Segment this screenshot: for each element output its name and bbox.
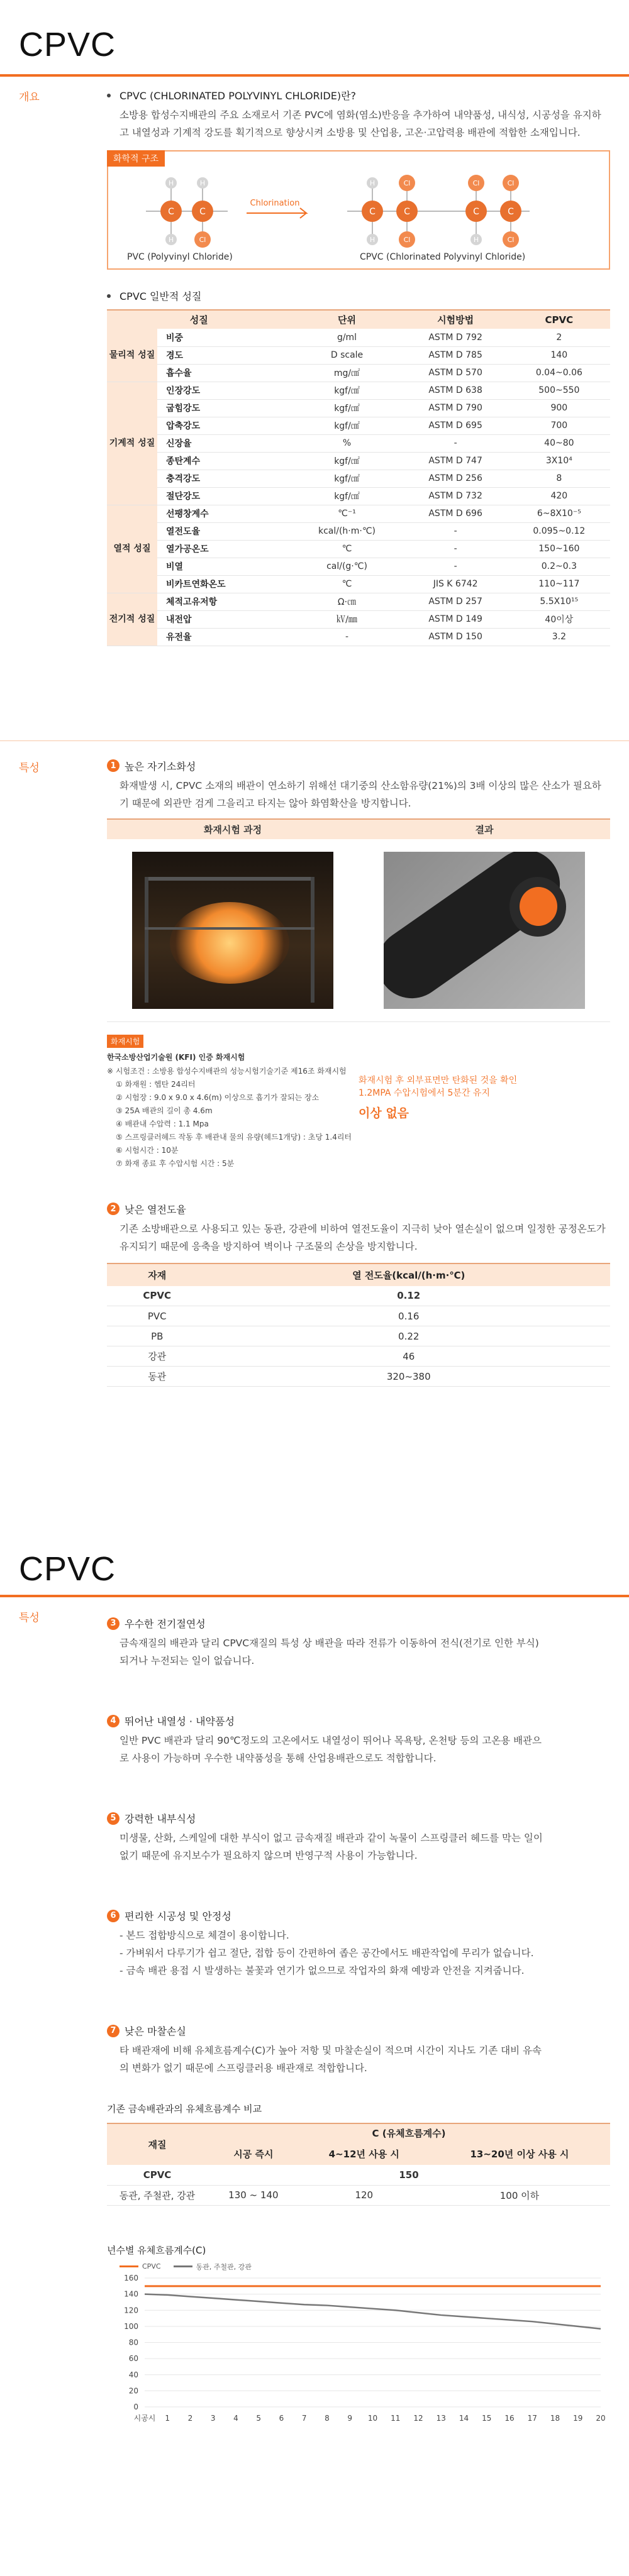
table-cell: ASTM D 790 bbox=[403, 399, 508, 417]
feature-2-text: 기존 소방배관으로 사용되고 있는 동관, 강관에 비하여 열전도율이 지극히 낮아 열손실이 없으며 일정한 공정온도가 유지되기 때문에 응축을 방지하여 벽이나 구조물의 손상을 방지합니다. bbox=[120, 1223, 606, 1252]
x-tick-label: 9 bbox=[347, 2413, 353, 2423]
table-row bbox=[107, 329, 610, 346]
table-cell: PB bbox=[107, 1326, 207, 1346]
fire-test-table bbox=[107, 818, 610, 1022]
svg-text:C: C bbox=[404, 207, 410, 217]
feature-text-line: 타 배관재에 비해 유체흐름계수(C)가 높아 저항 및 마찰손실이 적으며 시간이 지나도 기존 대비 유속 bbox=[120, 2045, 542, 2056]
table-row bbox=[107, 1326, 610, 1346]
fire-col-result: 결과 bbox=[359, 819, 610, 839]
page-2 bbox=[0, 1524, 629, 2431]
table-cell: 100 이하 bbox=[429, 2185, 610, 2205]
legend-metal: 동관, 주철관, 강관 bbox=[196, 2262, 252, 2271]
table-cell: 5.5X10¹⁵ bbox=[508, 593, 610, 610]
table-cell: D scale bbox=[291, 346, 403, 364]
table-cell: kgf/㎠ bbox=[291, 382, 403, 399]
flow-col-material: 재질 bbox=[107, 2123, 208, 2165]
x-tick-label: 시공시 bbox=[133, 2413, 156, 2423]
number-badge: 2 bbox=[107, 1203, 120, 1215]
feature-item bbox=[107, 1714, 610, 1767]
chart-title: 년수별 유체흐름계수(C) bbox=[107, 2244, 206, 2256]
legend-swatch-cpvc bbox=[120, 2265, 138, 2267]
props-col-0: 성질 bbox=[107, 310, 291, 329]
table-cell: 40이상 bbox=[508, 610, 610, 628]
y-tick-label: 40 bbox=[128, 2370, 138, 2379]
svg-text:H: H bbox=[473, 236, 479, 244]
feature-item bbox=[107, 1811, 610, 1864]
y-tick-label: 120 bbox=[124, 2305, 138, 2315]
feature-text-line: 일반 PVC 배관과 달리 90℃정도의 고온에서도 내열성이 뛰어나 목욕탕, 온천탕 등의 고온용 배관으 bbox=[120, 1735, 542, 1746]
table-cell: ASTM D 747 bbox=[403, 452, 508, 470]
table-row bbox=[107, 470, 610, 487]
x-tick-label: 15 bbox=[482, 2413, 492, 2423]
x-tick-label: 1 bbox=[165, 2413, 170, 2423]
series-line-metal bbox=[145, 2294, 601, 2328]
chemical-structure-diagram bbox=[108, 151, 618, 268]
property-group: 전기적 성질 bbox=[107, 593, 157, 646]
table-cell: 경도 bbox=[157, 346, 291, 364]
table-cell: 40~80 bbox=[508, 434, 610, 452]
svg-text:Chlorination: Chlorination bbox=[250, 199, 300, 208]
feature-heading: 낮은 마찰손실 bbox=[125, 2025, 186, 2037]
cond-col-value: 열 전도율(kcal/(h·m·℃) bbox=[207, 1263, 610, 1286]
table-row bbox=[107, 540, 610, 558]
bullet-icon bbox=[107, 94, 111, 97]
features-label: 특성 bbox=[19, 761, 40, 774]
feature-text-line: - 본드 접합방식으로 체결이 용이합니다. bbox=[120, 1930, 289, 1941]
table-cell: 동관 bbox=[107, 1367, 207, 1387]
number-badge: 3 bbox=[107, 1617, 120, 1630]
property-group: 물리적 성질 bbox=[107, 329, 157, 382]
table-cell: kcal/(h·m·℃) bbox=[291, 522, 403, 540]
flow-col-c: C (유체흐름계수) bbox=[208, 2123, 610, 2142]
fire-col-process: 화재시험 과정 bbox=[107, 819, 359, 839]
feature-text-line: 의 변화가 없기 때문에 스프링클러용 배관재로 적합합니다. bbox=[120, 2062, 367, 2074]
svg-text:H: H bbox=[168, 179, 174, 187]
fire-result-big: 이상 없음 bbox=[359, 1106, 409, 1120]
x-tick-label: 17 bbox=[527, 2413, 537, 2423]
table-row bbox=[107, 1286, 610, 1306]
feature-1-heading: 높은 자기소화성 bbox=[125, 760, 196, 773]
fire-result-line-2: 1.2MPA 수압시험에서 5분간 유지 bbox=[359, 1087, 490, 1098]
x-tick-label: 7 bbox=[301, 2413, 307, 2423]
table-cell: 150~160 bbox=[508, 540, 610, 558]
overview-heading: CPVC (CHLORINATED POLYVINYL CHLORIDE)란? bbox=[120, 90, 357, 102]
table-cell: kgf/㎠ bbox=[291, 399, 403, 417]
chart-legend bbox=[120, 2262, 610, 2272]
table-row bbox=[107, 364, 610, 382]
feature-heading: 뛰어난 내열성 · 내약품성 bbox=[125, 1715, 235, 1727]
table-cell: ℃⁻¹ bbox=[291, 505, 403, 522]
fire-result-line-1: 화재시험 후 외부표면만 탄화된 것을 확인 bbox=[359, 1075, 518, 1086]
table-cell: ASTM D 257 bbox=[403, 593, 508, 610]
table-cell: - bbox=[291, 628, 403, 646]
flow-coefficient-table bbox=[107, 2123, 610, 2206]
svg-text:C: C bbox=[199, 207, 206, 217]
legend-swatch-metal bbox=[174, 2265, 192, 2267]
x-tick-label: 20 bbox=[596, 2413, 606, 2423]
table-cell: 120 bbox=[299, 2185, 429, 2205]
svg-text:H: H bbox=[369, 179, 376, 187]
props-col-2: 시험방법 bbox=[403, 310, 508, 329]
table-cell: 0.22 bbox=[207, 1326, 610, 1346]
feature-item bbox=[107, 2023, 610, 2077]
table-cell: 열전도율 bbox=[157, 522, 291, 540]
table-cell: 110~117 bbox=[508, 575, 610, 593]
flow-sub-0: 시공 즉시 bbox=[208, 2142, 299, 2165]
fire-test-note: ① 화재원 : 헵탄 24리터 bbox=[116, 1079, 196, 1089]
cond-col-material: 자재 bbox=[107, 1263, 207, 1286]
table-cell: 6~8X10⁻⁵ bbox=[508, 505, 610, 522]
svg-text:H: H bbox=[199, 179, 206, 187]
table-cell: ASTM D 638 bbox=[403, 382, 508, 399]
table-cell: ASTM D 732 bbox=[403, 487, 508, 505]
table-cell: ASTM D 792 bbox=[403, 329, 508, 346]
flow-table-title: 기존 금속배관과의 유체흐름계수 비교 bbox=[107, 2103, 262, 2115]
x-tick-label: 5 bbox=[256, 2413, 262, 2423]
svg-text:Cl: Cl bbox=[199, 236, 206, 244]
table-cell: 인장강도 bbox=[157, 382, 291, 399]
table-row bbox=[107, 417, 610, 434]
table-cell: 열가공온도 bbox=[157, 540, 291, 558]
table-row bbox=[107, 346, 610, 364]
table-cell: 선팽창계수 bbox=[157, 505, 291, 522]
table-cell: 유전율 bbox=[157, 628, 291, 646]
pvc-caption: PVC (Polyvinyl Chloride) bbox=[127, 252, 233, 262]
table-cell: 46 bbox=[207, 1346, 610, 1367]
svg-text:C: C bbox=[168, 207, 174, 217]
fire-test-note: ④ 배관내 수압력 : 1.1 Mpa bbox=[116, 1119, 209, 1128]
table-cell: 압축강도 bbox=[157, 417, 291, 434]
y-tick-label: 140 bbox=[124, 2289, 138, 2299]
fire-test-photo bbox=[132, 852, 333, 1009]
table-cell: 0.2~0.3 bbox=[508, 558, 610, 575]
feature-text-line: 로 사용이 가능하며 우수한 내약품성을 통해 산업용배관으로도 적합합니다. bbox=[120, 1753, 437, 1764]
table-cell: 내전압 bbox=[157, 610, 291, 628]
svg-text:C: C bbox=[473, 207, 479, 217]
feature-text-line: 금속재질의 배관과 달리 CPVC재질의 특성 상 배관을 따라 전류가 이동하여 전식(전기로 인한 부식) bbox=[120, 1638, 539, 1649]
table-cell: 비중 bbox=[157, 329, 291, 346]
table-row bbox=[107, 382, 610, 399]
feature-text-line: 없기 때문에 유지보수가 필요하지 않으며 반영구적 사용이 가능합니다. bbox=[120, 1850, 418, 1861]
table-cell: ASTM D 150 bbox=[403, 628, 508, 646]
burnt-pipe-photo bbox=[384, 852, 585, 1009]
number-badge: 7 bbox=[107, 2025, 120, 2037]
table-row bbox=[107, 505, 610, 522]
page-title: CPVC bbox=[19, 1550, 116, 1588]
table-cell: ASTM D 570 bbox=[403, 364, 508, 382]
overview-section bbox=[0, 77, 629, 646]
x-tick-label: 11 bbox=[391, 2413, 401, 2423]
table-cell: - bbox=[403, 522, 508, 540]
table-cell: - bbox=[403, 558, 508, 575]
table-cell: ASTM D 695 bbox=[403, 417, 508, 434]
table-cell: 900 bbox=[508, 399, 610, 417]
feature-heading: 강력한 내부식성 bbox=[125, 1813, 196, 1825]
svg-text:H: H bbox=[168, 236, 174, 244]
y-tick-label: 0 bbox=[133, 2402, 138, 2411]
table-row bbox=[107, 575, 610, 593]
page-title: CPVC bbox=[19, 26, 116, 63]
table-row bbox=[107, 628, 610, 646]
table-cell: ℃ bbox=[291, 540, 403, 558]
y-tick-label: 80 bbox=[128, 2338, 138, 2347]
svg-text:Cl: Cl bbox=[507, 236, 515, 244]
table-cell: 동관, 주철관, 강관 bbox=[107, 2185, 208, 2205]
table-row bbox=[107, 558, 610, 575]
table-row bbox=[107, 2185, 610, 2205]
fire-test-note: ⑤ 스프링클러헤드 작동 후 배관내 물의 유량(헤드1개당) : 초당 1.4리터 bbox=[116, 1132, 352, 1142]
table-cell: ℃ bbox=[291, 575, 403, 593]
table-row bbox=[107, 452, 610, 470]
x-tick-label: 18 bbox=[550, 2413, 560, 2423]
table-cell: 320~380 bbox=[207, 1367, 610, 1387]
props-col-3: CPVC bbox=[508, 310, 610, 329]
table-row bbox=[107, 487, 610, 505]
feature-text-line: - 금속 배관 용접 시 발생하는 불꽃과 연기가 없으므로 작업자의 화재 예방과 안전을 지켜줍니다. bbox=[120, 1965, 525, 1976]
table-row bbox=[107, 1306, 610, 1326]
table-cell: cal/(g·℃) bbox=[291, 558, 403, 575]
feature-heading: 우수한 전기절연성 bbox=[125, 1618, 206, 1630]
table-cell: mg/㎠ bbox=[291, 364, 403, 382]
x-tick-label: 8 bbox=[325, 2413, 330, 2423]
feature-1-text: 화재발생 시, CPVC 소재의 배관이 연소하기 위해선 대기중의 산소함유량(21%)의 3배 이상의 많은 산소가 필요하기 때문에 외관만 검게 그을리고 타지는 않아 화염확산을 방지합니다. bbox=[120, 779, 601, 809]
number-badge: 5 bbox=[107, 1812, 120, 1825]
feature-text-line: 되거나 누전되는 일이 없습니다. bbox=[120, 1655, 255, 1666]
table-cell: 흡수율 bbox=[157, 364, 291, 382]
table-cell: kgf/㎠ bbox=[291, 417, 403, 434]
chemical-structure-tag: 화학적 구조 bbox=[107, 150, 165, 167]
table-cell: 420 bbox=[508, 487, 610, 505]
x-tick-label: 4 bbox=[233, 2413, 238, 2423]
x-tick-label: 12 bbox=[413, 2413, 423, 2423]
table-cell: ㎸/㎜ bbox=[291, 610, 403, 628]
table-cell: CPVC bbox=[107, 1286, 207, 1306]
feature-2-heading: 낮은 열전도율 bbox=[125, 1203, 186, 1216]
x-tick-label: 13 bbox=[436, 2413, 446, 2423]
table-row bbox=[107, 1346, 610, 1367]
table-cell: 2 bbox=[508, 329, 610, 346]
props-col-1: 단위 bbox=[291, 310, 403, 329]
table-cell: ASTM D 149 bbox=[403, 610, 508, 628]
table-cell: ASTM D 256 bbox=[403, 470, 508, 487]
page-2-header bbox=[0, 1524, 629, 1595]
table-row bbox=[107, 434, 610, 452]
property-group: 열적 성질 bbox=[107, 505, 157, 593]
x-tick-label: 16 bbox=[504, 2413, 515, 2423]
fire-test-note: ② 시험장 : 9.0 x 9.0 x 4.6(m) 이상으로 흡기가 잘되는 장소 bbox=[116, 1093, 320, 1102]
table-cell: 3X10⁴ bbox=[508, 452, 610, 470]
table-cell: 신장율 bbox=[157, 434, 291, 452]
table-cell: 0.04~0.06 bbox=[508, 364, 610, 382]
property-group: 기계적 성질 bbox=[107, 382, 157, 505]
table-cell: 140 bbox=[508, 346, 610, 364]
x-tick-label: 14 bbox=[459, 2413, 469, 2423]
fire-test-tag: 화재시험 bbox=[107, 1035, 143, 1048]
y-tick-label: 100 bbox=[124, 2321, 138, 2331]
table-cell: 0.12 bbox=[207, 1286, 610, 1306]
fire-test-note: ※ 시험조건 : 소방용 합성수지배관의 성능시험기술기준 제16조 화재시험 bbox=[107, 1066, 347, 1076]
table-cell: 150 bbox=[208, 2165, 610, 2185]
table-cell: JIS K 6742 bbox=[403, 575, 508, 593]
features-label: 특성 bbox=[19, 1612, 40, 1624]
svg-text:Cl: Cl bbox=[403, 179, 411, 187]
y-tick-label: 20 bbox=[128, 2386, 138, 2395]
properties-table bbox=[107, 309, 610, 646]
fire-test-org: 한국소방산업기술원 (KFI) 인증 화재시험 bbox=[107, 1052, 245, 1062]
table-cell: ASTM D 696 bbox=[403, 505, 508, 522]
table-cell: Ω·㎝ bbox=[291, 593, 403, 610]
table-row bbox=[107, 2165, 610, 2185]
y-tick-label: 60 bbox=[128, 2353, 138, 2363]
flow-sub-2: 13~20년 이상 사용 시 bbox=[429, 2142, 610, 2165]
features-section-2 bbox=[0, 1597, 629, 2431]
table-cell: 700 bbox=[508, 417, 610, 434]
fire-test-note: ③ 25A 배관의 길이 총 4.6m bbox=[116, 1106, 213, 1115]
cpvc-caption: CPVC (Chlorinated Polyvinyl Chloride) bbox=[360, 252, 526, 262]
table-cell: - bbox=[403, 434, 508, 452]
table-cell: 0.16 bbox=[207, 1306, 610, 1326]
table-cell: kgf/㎠ bbox=[291, 452, 403, 470]
table-row bbox=[107, 610, 610, 628]
table-cell: 130 ~ 140 bbox=[208, 2185, 299, 2205]
x-tick-label: 19 bbox=[573, 2413, 583, 2423]
table-cell: 충격강도 bbox=[157, 470, 291, 487]
svg-text:Cl: Cl bbox=[403, 236, 411, 244]
table-cell: CPVC bbox=[107, 2165, 208, 2185]
table-cell: 500~550 bbox=[508, 382, 610, 399]
table-cell: 0.095~0.12 bbox=[508, 522, 610, 540]
table-cell: 절단강도 bbox=[157, 487, 291, 505]
table-cell: 8 bbox=[508, 470, 610, 487]
feature-heading: 편리한 시공성 및 안정성 bbox=[125, 1910, 231, 1922]
x-tick-label: 10 bbox=[367, 2413, 378, 2423]
table-cell: kgf/㎠ bbox=[291, 487, 403, 505]
fire-test-note: ⑦ 화재 종료 후 수압시험 시간 : 5분 bbox=[116, 1159, 235, 1168]
y-tick-label: 160 bbox=[124, 2273, 138, 2282]
overview-text: 소방용 합성수지배관의 주요 소재로서 기존 PVC에 염화(염소)반응을 추가하여 내약품성, 내식성, 시공성을 유지하고 내열성과 기계적 강도를 획기적으로 향상시켜 소방용 및 산업용, 고온·고압력용 배관에 적합한 소재입니다. bbox=[120, 109, 601, 138]
feature-text-line: 미생물, 산화, 스케일에 대한 부식이 없고 금속재질 배관과 같이 녹물이 스프링클러 헤드를 막는 일이 bbox=[120, 1832, 543, 1844]
legend-cpvc: CPVC bbox=[142, 2262, 161, 2271]
x-tick-label: 6 bbox=[279, 2413, 284, 2423]
table-row bbox=[107, 593, 610, 610]
feature-item bbox=[107, 1616, 610, 1670]
table-row bbox=[107, 1367, 610, 1387]
props-heading: CPVC 일반적 성질 bbox=[120, 290, 202, 302]
table-cell: PVC bbox=[107, 1306, 207, 1326]
table-cell: 체적고유저항 bbox=[157, 593, 291, 610]
flow-coefficient-chart bbox=[107, 2272, 610, 2429]
table-cell: 강관 bbox=[107, 1346, 207, 1367]
table-cell: 굽힘강도 bbox=[157, 399, 291, 417]
table-cell: ASTM D 785 bbox=[403, 346, 508, 364]
fire-test-note: ⑥ 시험시간 : 10분 bbox=[116, 1145, 179, 1155]
svg-text:Cl: Cl bbox=[507, 179, 515, 187]
svg-text:C: C bbox=[508, 207, 514, 217]
table-cell: 비카트연화온도 bbox=[157, 575, 291, 593]
page-1-header bbox=[0, 0, 629, 74]
x-tick-label: 2 bbox=[187, 2413, 193, 2423]
table-cell: 종탄계수 bbox=[157, 452, 291, 470]
feature-text-line: - 가벼워서 다루기가 쉽고 절단, 접합 등이 간편하여 좁은 공간에서도 배관작업에 무리가 없습니다. bbox=[120, 1947, 534, 1959]
svg-text:C: C bbox=[369, 207, 376, 217]
feature-item bbox=[107, 1908, 610, 1979]
chemical-structure-box bbox=[107, 150, 610, 270]
table-cell: g/ml bbox=[291, 329, 403, 346]
svg-text:Cl: Cl bbox=[472, 179, 480, 187]
table-cell: 3.2 bbox=[508, 628, 610, 646]
number-badge: 1 bbox=[107, 759, 120, 772]
number-badge: 6 bbox=[107, 1910, 120, 1922]
table-cell: 비열 bbox=[157, 558, 291, 575]
flow-sub-1: 4~12년 사용 시 bbox=[299, 2142, 429, 2165]
features-section-1 bbox=[0, 740, 629, 1387]
number-badge: 4 bbox=[107, 1715, 120, 1727]
table-cell: % bbox=[291, 434, 403, 452]
bullet-icon bbox=[107, 294, 111, 298]
svg-text:H: H bbox=[369, 236, 376, 244]
x-tick-label: 3 bbox=[210, 2413, 216, 2423]
table-row bbox=[107, 522, 610, 540]
overview-label: 개요 bbox=[19, 91, 40, 104]
table-cell: kgf/㎠ bbox=[291, 470, 403, 487]
conductivity-table bbox=[107, 1263, 610, 1387]
table-cell: - bbox=[403, 540, 508, 558]
table-row bbox=[107, 399, 610, 417]
